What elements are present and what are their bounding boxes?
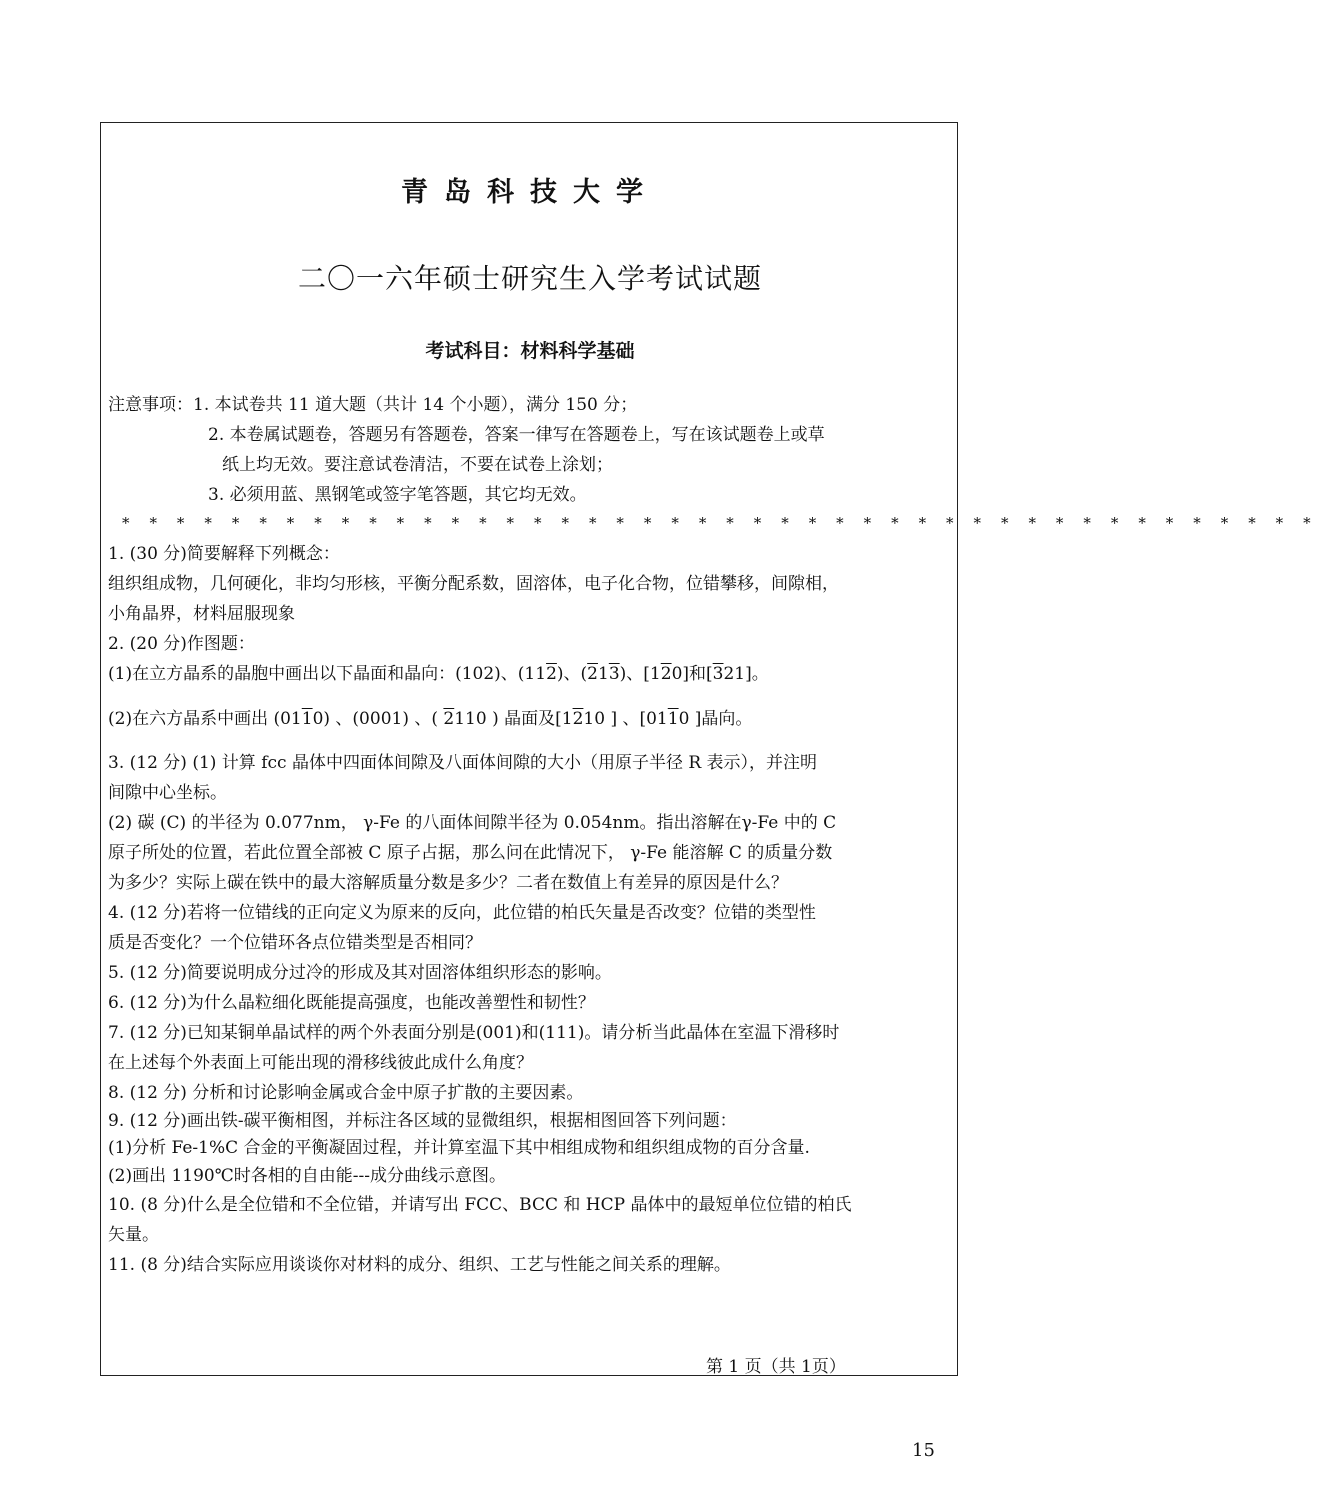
- exam-subject: 考试科目：材料科学基础: [425, 340, 635, 362]
- question-6: 6. (12 分)为什么晶粒细化既能提高强度，也能改善塑性和韧性？: [108, 993, 595, 1013]
- question-8: 8. (12 分) 分析和讨论影响金属或合金中原子扩散的主要因素。: [108, 1083, 584, 1103]
- page-info: 第 1 页（共 1页）: [706, 1357, 846, 1377]
- notes-line-3: 纸上均无效。要注意试卷清洁，不要在试卷上涂划；: [222, 455, 613, 475]
- question-3-line-1: 3. (12 分) (1) 计算 fcc 晶体中四面体间隙及八面体间隙的大小（用原子半径 R 表示），并注明: [108, 753, 818, 773]
- question-3-line-3: (2) 碳 (C) 的半径为 0.077nm， γ-Fe 的八面体间隙半径为 0.054nm。指出溶解在γ-Fe 中的 C: [108, 813, 837, 833]
- separator-stars: * * * * * * * * * * * * * * * * * * * * * * * * * * * * * * * * * * * * * * * * * * * *: [122, 514, 1318, 532]
- question-5: 5. (12 分)简要说明成分过冷的形成及其对固溶体组织形态的影响。: [108, 963, 612, 983]
- question-3-line-5: 为多少？实际上碳在铁中的最大溶解质量分数是多少？二者在数值上有差异的原因是什么？: [108, 873, 788, 893]
- question-11: 11. (8 分)结合实际应用谈谈你对材料的成分、组织、工艺与性能之间关系的理解。: [108, 1255, 731, 1275]
- exam-frame: [100, 122, 1318, 1376]
- question-3-line-2: 间隙中心坐标。: [108, 783, 227, 803]
- question-10-line-2: 矢量。: [108, 1225, 159, 1245]
- question-7-line-2: 在上述每个外表面上可能出现的滑移线彼此成什么角度？: [108, 1053, 533, 1073]
- question-4-line-1: 4. (12 分)若将一位错线的正向定义为原来的反向，此位错的柏氏矢量是否改变？位错的类型性: [108, 903, 816, 923]
- question-10-line-1: 10. (8 分)什么是全位错和不全位错，并请写出 FCC、BCC 和 HCP 晶体中的最短单位位错的柏氏: [108, 1195, 852, 1215]
- notes-line-2: 2. 本卷属试题卷，答题另有答题卷，答案一律写在答题卷上，写在该试题卷上或草: [208, 425, 825, 445]
- question-9-part-1: (1)分析 Fe-1%C 合金的平衡凝固过程，并计算室温下其中相组成物和组织组成物的百分含量.: [108, 1138, 810, 1158]
- question-1-line-2: 小角晶界，材料屈服现象: [108, 604, 295, 624]
- university-name: 青岛科技大学: [401, 177, 659, 208]
- question-7-line-1: 7. (12 分)已知某铜单晶试样的两个外表面分别是(001)和(111)。请分析当此晶体在室温下滑移时: [108, 1023, 840, 1043]
- question-4-line-2: 质是否变化？一个位错环各点位错类型是否相同？: [108, 933, 482, 953]
- sheet-number: 15: [912, 1440, 935, 1461]
- question-2-part-2: (2)在六方晶系中画出 (0110) 、(0001) 、( 2110 ) 晶面及[1210 ] 、[0110 ]晶向。: [108, 709, 753, 729]
- exam-title: 二〇一六年硕士研究生入学考试试题: [297, 262, 762, 295]
- question-2-title: 2. (20 分)作图题：: [108, 634, 255, 654]
- question-1-line-1: 组织组成物，几何硬化，非均匀形核，平衡分配系数，固溶体，电子化合物，位错攀移，间隙相，: [108, 574, 839, 594]
- notes-line-1: 注意事项：1. 本试卷共 11 道大题（共计 14 个小题），满分 150 分；: [108, 395, 638, 415]
- question-9-part-2: (2)画出 1190℃时各相的自由能---成分曲线示意图。: [108, 1166, 506, 1186]
- question-9-title: 9. (12 分)画出铁-碳平衡相图，并标注各区域的显微组织，根据相图回答下列问题：: [108, 1111, 737, 1131]
- question-3-line-4: 原子所处的位置，若此位置全部被 C 原子占据，那么问在此情况下， γ-Fe 能溶解 C 的质量分数: [108, 843, 833, 863]
- question-2-part-1: (1)在立方晶系的晶胞中画出以下晶面和晶向：(102)、(112)、(213)、[120]和[321]。: [108, 664, 769, 684]
- question-1-title: 1. (30 分)简要解释下列概念：: [108, 544, 340, 564]
- notes-line-4: 3. 必须用蓝、黑钢笔或签字笔答题，其它均无效。: [208, 485, 587, 505]
